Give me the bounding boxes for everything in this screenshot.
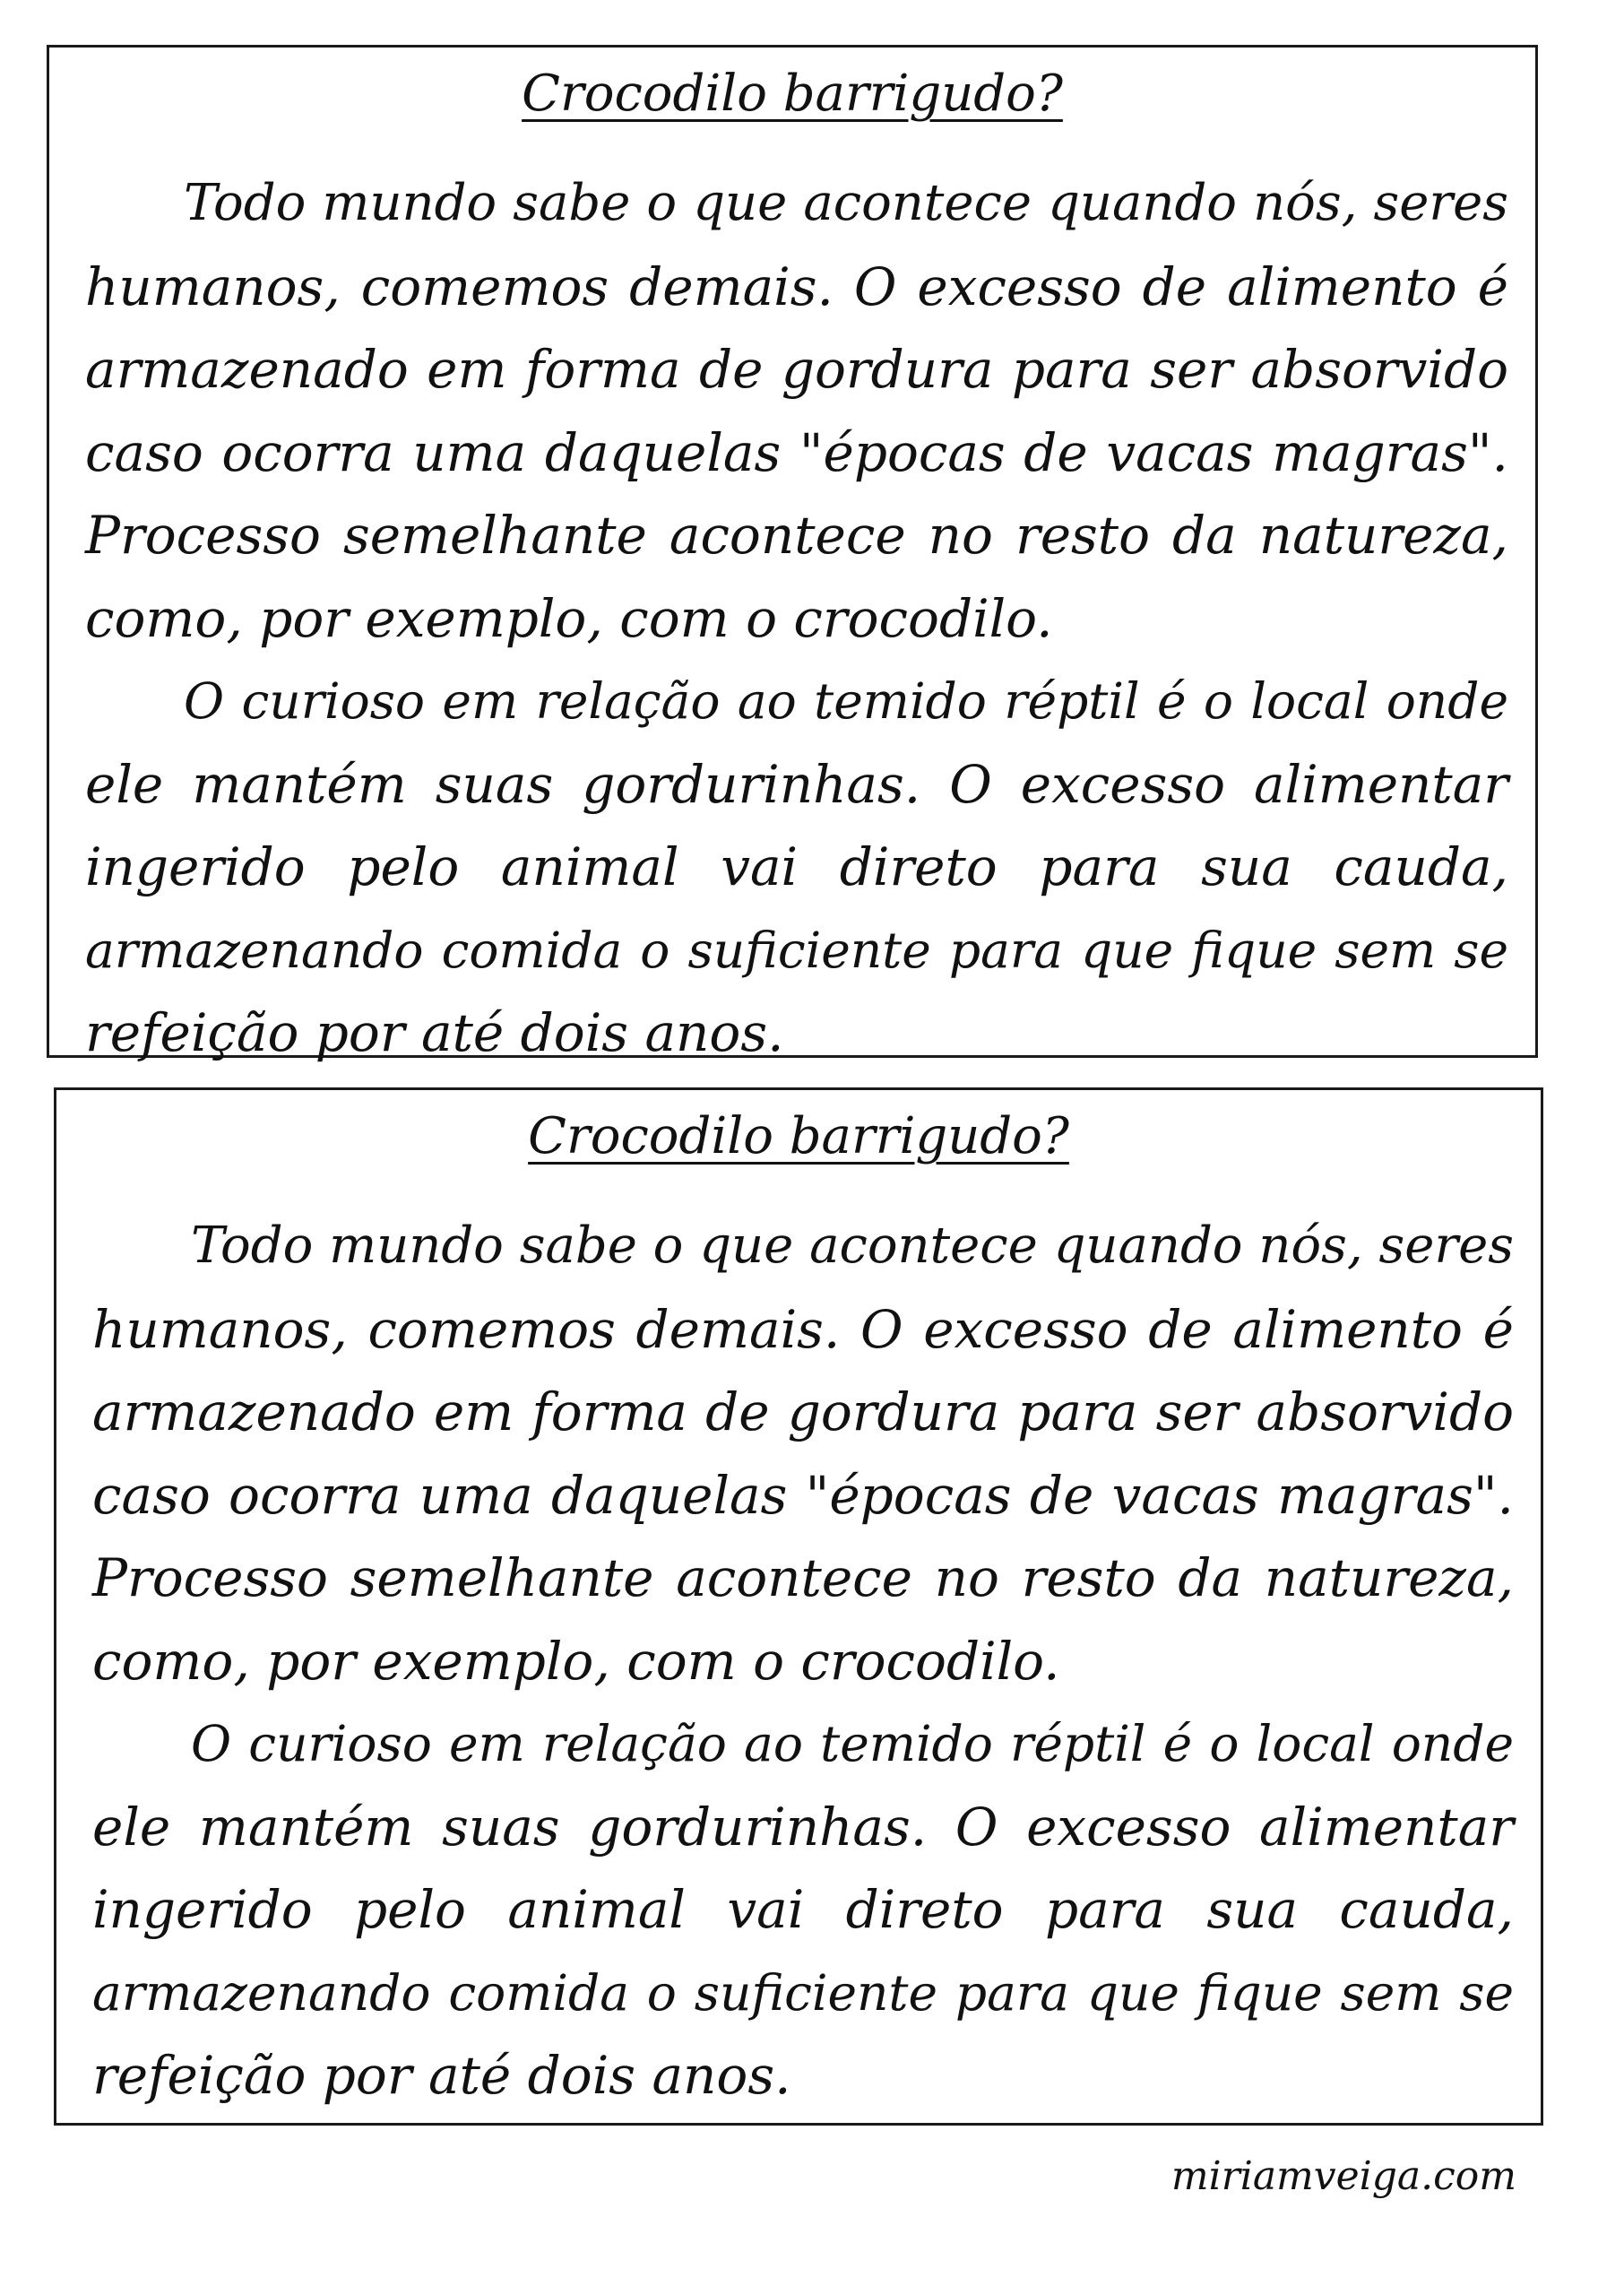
- text-line: armazenando comida o suficiente para que fique sem se: [85, 921, 1508, 979]
- text-line: refeição por até dois anos.: [85, 1002, 784, 1063]
- card-title: [56, 1101, 1541, 1173]
- text-line: caso ocorra uma daquelas "épocas de vacas magras".: [85, 421, 1508, 483]
- text-line: humanos, comemos demais. O excesso de alimento é: [92, 1298, 1514, 1360]
- text-line: ele mantém suas gordurinhas. O excesso alimentar: [92, 1796, 1514, 1858]
- text-line: O curioso em relação ao temido réptil é o local onde: [191, 1715, 1514, 1772]
- text-line: O curioso em relação ao temido réptil é o local onde: [184, 672, 1508, 730]
- card-body: [85, 162, 1508, 1075]
- card-title-text: Crocodilo barrigudo?: [522, 65, 1063, 123]
- text-line: armazenando comida o suficiente para que fique sem se: [92, 1963, 1514, 2022]
- card-title-text: Crocodilo barrigudo?: [528, 1107, 1069, 1165]
- card-title: [49, 58, 1535, 130]
- text-line: armazenado em forma de gordura para ser absorvido: [92, 1381, 1514, 1442]
- text-line: Processo semelhante acontece no resto da natureza,: [92, 1547, 1514, 1608]
- text-line: ingerido pelo animal vai direto para sua cauda,: [85, 836, 1508, 897]
- card-body: [92, 1205, 1514, 2117]
- text-card-1: [47, 45, 1538, 1063]
- text-line: Processo semelhante acontece no resto da natureza,: [85, 505, 1508, 566]
- text-line: ingerido pelo animal vai direto para sua cauda,: [92, 1879, 1514, 1940]
- text-line: caso ocorra uma daquelas "épocas de vacas magras".: [92, 1464, 1514, 1526]
- text-line: Todo mundo sabe o que acontece quando nós, seres: [184, 174, 1508, 232]
- text-line: refeição por até dois anos.: [92, 2045, 791, 2106]
- text-line: humanos, comemos demais. O excesso de alimento é: [85, 255, 1508, 317]
- text-line: como, por exemplo, com o crocodilo.: [85, 587, 1053, 649]
- text-line: Todo mundo sabe o que acontece quando nós, seres: [191, 1217, 1514, 1275]
- text-card-2: [54, 1087, 1543, 2126]
- text-line: como, por exemplo, com o crocodilo.: [92, 1630, 1060, 1692]
- text-line: armazenado em forma de gordura para ser absorvido: [85, 339, 1508, 400]
- text-line: ele mantém suas gordurinhas. O excesso alimentar: [85, 753, 1508, 815]
- site-credit: miriamveiga.com: [1170, 2153, 1516, 2199]
